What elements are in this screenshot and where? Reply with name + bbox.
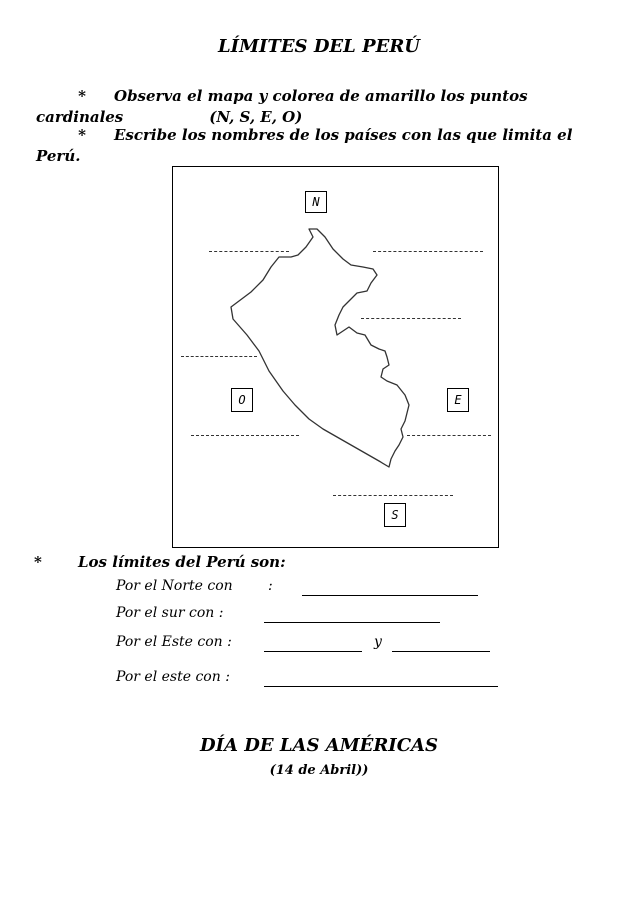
peru-outline <box>231 229 409 467</box>
instruction-2-text: Escribe los nombres de los países con las que limita el <box>114 126 573 144</box>
limit-row-east-2 <box>116 669 516 691</box>
answer-line-east-1[interactable] <box>264 651 362 652</box>
footer-title: DÍA DE LAS AMÉRICAS <box>199 735 439 756</box>
west-box: O <box>231 388 253 412</box>
answer-line-south <box>333 495 453 496</box>
page-title: LÍMITES DEL PERÚ <box>218 36 420 57</box>
peru-map <box>173 167 498 547</box>
limit-label-east-2: Por el este con : <box>116 669 230 685</box>
south-box: S <box>384 503 406 527</box>
bullet-star: * <box>78 87 86 105</box>
limit-label-east: Por el Este con : <box>116 634 232 650</box>
instruction-1-text: Observa el mapa y colorea de amarillo los puntos <box>114 87 528 105</box>
answer-line-east-2[interactable] <box>392 651 490 652</box>
instruction-1-word: cardinales <box>36 108 124 126</box>
answer-line-southwest <box>191 435 299 436</box>
east-box: E <box>447 388 469 412</box>
instruction-1 <box>38 86 608 107</box>
answer-line-north[interactable] <box>302 595 478 596</box>
limits-heading-text: Los límites del Perú son: <box>78 553 286 571</box>
instruction-2 <box>38 125 608 146</box>
answer-line-west <box>181 356 257 357</box>
limit-label-south: Por el sur con : <box>116 605 224 621</box>
limit-row-north <box>116 578 496 600</box>
answer-line-northeast <box>373 251 483 252</box>
footer-date: (14 de Abril)) <box>269 763 369 778</box>
limit-label-north: Por el Norte con <box>116 578 233 594</box>
answer-line-southeast <box>407 435 491 436</box>
map-frame <box>172 166 499 548</box>
cardinal-points-text: (N, S, E, O) <box>209 108 303 126</box>
answer-line-east-upper <box>361 318 461 319</box>
answer-line-south-limit[interactable] <box>264 622 440 623</box>
limit-colon-north: : <box>268 578 273 594</box>
instruction-2-cont <box>36 146 606 167</box>
answer-line-east-3[interactable] <box>264 686 498 687</box>
bullet-star: * <box>78 126 86 144</box>
answer-line-northwest <box>209 251 289 252</box>
limit-row-south <box>116 605 496 627</box>
bullet-star: * <box>34 553 42 571</box>
limit-row-east <box>116 634 496 656</box>
instruction-2-word: Perú. <box>36 147 81 165</box>
limits-heading <box>34 553 286 571</box>
limit-connector-y: y <box>374 634 382 650</box>
north-box: N <box>305 191 327 213</box>
